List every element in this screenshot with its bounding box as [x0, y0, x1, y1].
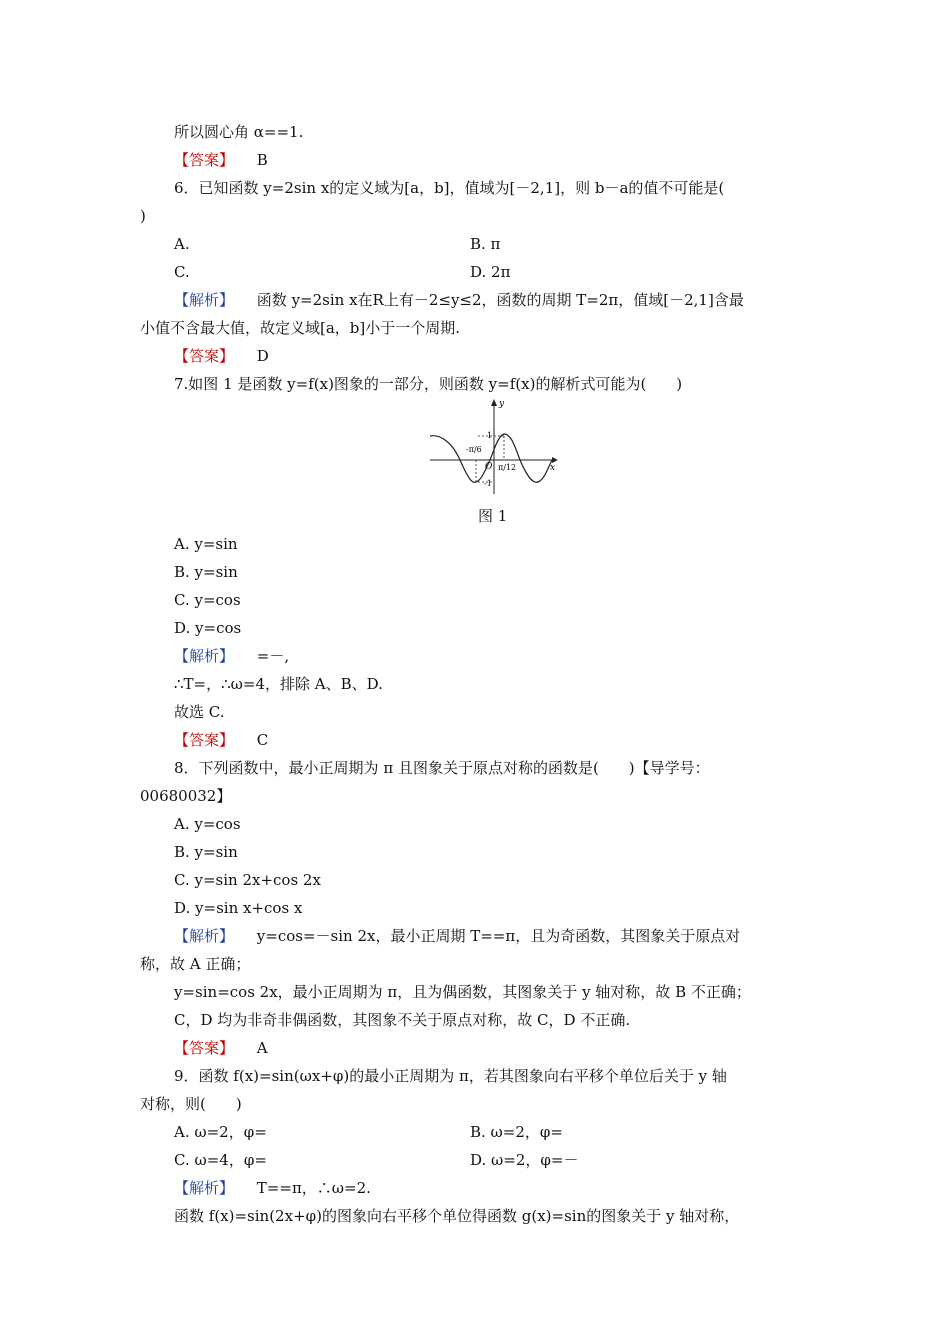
answer-row	[174, 1038, 268, 1058]
analysis-text: y=sin=cos 2x，最小正周期为 π，且为偶函数，其图象关于 y 轴对称，故 B 不正确；	[174, 983, 751, 1001]
analysis-text: T==π，∴ω=2.	[256, 1179, 371, 1197]
origin-label: O	[485, 462, 493, 472]
answer-tag: 【答案】	[174, 347, 235, 365]
question-6: 6．已知函数 y=2sin x的定义域为[a，b]，值域为[－2,1]，则 b－a的值不可能是(	[174, 179, 725, 197]
answer-tag: 【答案】	[174, 731, 235, 749]
option-c: C.	[174, 263, 190, 281]
right-mark-label: π/12	[498, 463, 517, 472]
analysis-text-cont: 小值不含最大值，故定义域[a，b]小于一个周期.	[140, 319, 461, 337]
figure-caption: 图 1	[478, 507, 508, 525]
answer-value: C	[256, 731, 269, 749]
option-d: D. ω=2，φ=－	[470, 1151, 579, 1169]
analysis-row	[174, 1178, 371, 1198]
option-c: C. ω=4，φ=	[174, 1151, 267, 1169]
answer-row	[174, 730, 268, 750]
analysis-text: =－,	[256, 647, 290, 665]
text-line: 所以圆心角 α==1.	[174, 123, 304, 141]
analysis-tag: 【解析】	[174, 927, 235, 945]
analysis-text-cont: 称，故 A 正确；	[140, 955, 251, 973]
analysis-tag: 【解析】	[174, 647, 235, 665]
option-a: A. y=sin	[174, 535, 238, 553]
option-c: C. y=cos	[174, 591, 241, 609]
y-max-label: 1	[487, 431, 493, 440]
analysis-text: 函数 f(x)=sin(2x+φ)的图象向右平移个单位得函数 g(x)=sin的图象关于 y 轴对称，	[174, 1207, 740, 1225]
option-d: D. y=sin x+cos x	[174, 899, 303, 917]
analysis-row	[174, 926, 740, 946]
question-9-cont: 对称，则( )	[140, 1095, 242, 1113]
analysis-text: y=cos=－sin 2x，最小正周期 T==π，且为奇函数，其图象关于原点对	[256, 927, 741, 945]
question-8: 8．下列函数中，最小正周期为 π 且图象关于原点对称的函数是( )【导学号：	[174, 759, 710, 777]
answer-row	[174, 150, 268, 170]
answer-tag: 【答案】	[174, 1039, 235, 1057]
analysis-tag: 【解析】	[174, 291, 235, 309]
answer-row	[174, 346, 269, 366]
option-c: C. y=sin 2x+cos 2x	[174, 871, 321, 889]
analysis-row	[174, 646, 289, 666]
analysis-text: 故选 C.	[174, 703, 225, 721]
answer-value: A	[256, 1039, 268, 1057]
left-mark-label: -π/6	[466, 445, 482, 454]
y-axis-label: y	[499, 399, 505, 409]
question-8-cont: 00680032】	[140, 787, 232, 805]
option-b: B. y=sin	[174, 563, 238, 581]
x-axis-label: x	[550, 463, 556, 473]
y-min-label: -1	[484, 479, 492, 488]
question-7: 7.如图 1 是函数 y=f(x)图象的一部分，则函数 y=f(x)的解析式可能为( )	[174, 375, 683, 393]
answer-tag: 【答案】	[174, 151, 235, 169]
answer-value: D	[256, 347, 269, 365]
analysis-text: ∴T=，∴ω=4，排除 A、B、D.	[174, 675, 383, 693]
option-b: B. π	[470, 235, 501, 253]
option-d: D. y=cos	[174, 619, 242, 637]
analysis-tag: 【解析】	[174, 1179, 235, 1197]
sine-curve	[430, 434, 552, 482]
analysis-text: 函数 y=2sin x在R上有－2≤y≤2，函数的周期 T=2π，值域[－2,1]含最	[256, 291, 744, 309]
option-a: A. ω=2，φ=	[174, 1123, 267, 1141]
y-axis-arrow	[491, 399, 497, 406]
option-d: D. 2π	[470, 263, 511, 281]
answer-value: B	[256, 151, 268, 169]
analysis-text: C，D 均为非奇非偶函数，其图象不关于原点对称，故 C，D 不正确.	[174, 1011, 631, 1029]
option-a: A. y=cos	[174, 815, 241, 833]
option-b: B. ω=2，φ=	[470, 1123, 563, 1141]
question-6-cont: )	[140, 207, 146, 225]
sine-graph-figure	[428, 398, 560, 498]
analysis-row	[174, 290, 744, 310]
option-a: A.	[174, 235, 190, 253]
option-b: B. y=sin	[174, 843, 238, 861]
question-9: 9．函数 f(x)=sin(ωx+φ)的最小正周期为 π，若其图象向右平移个单位后关于 y 轴	[174, 1067, 727, 1085]
